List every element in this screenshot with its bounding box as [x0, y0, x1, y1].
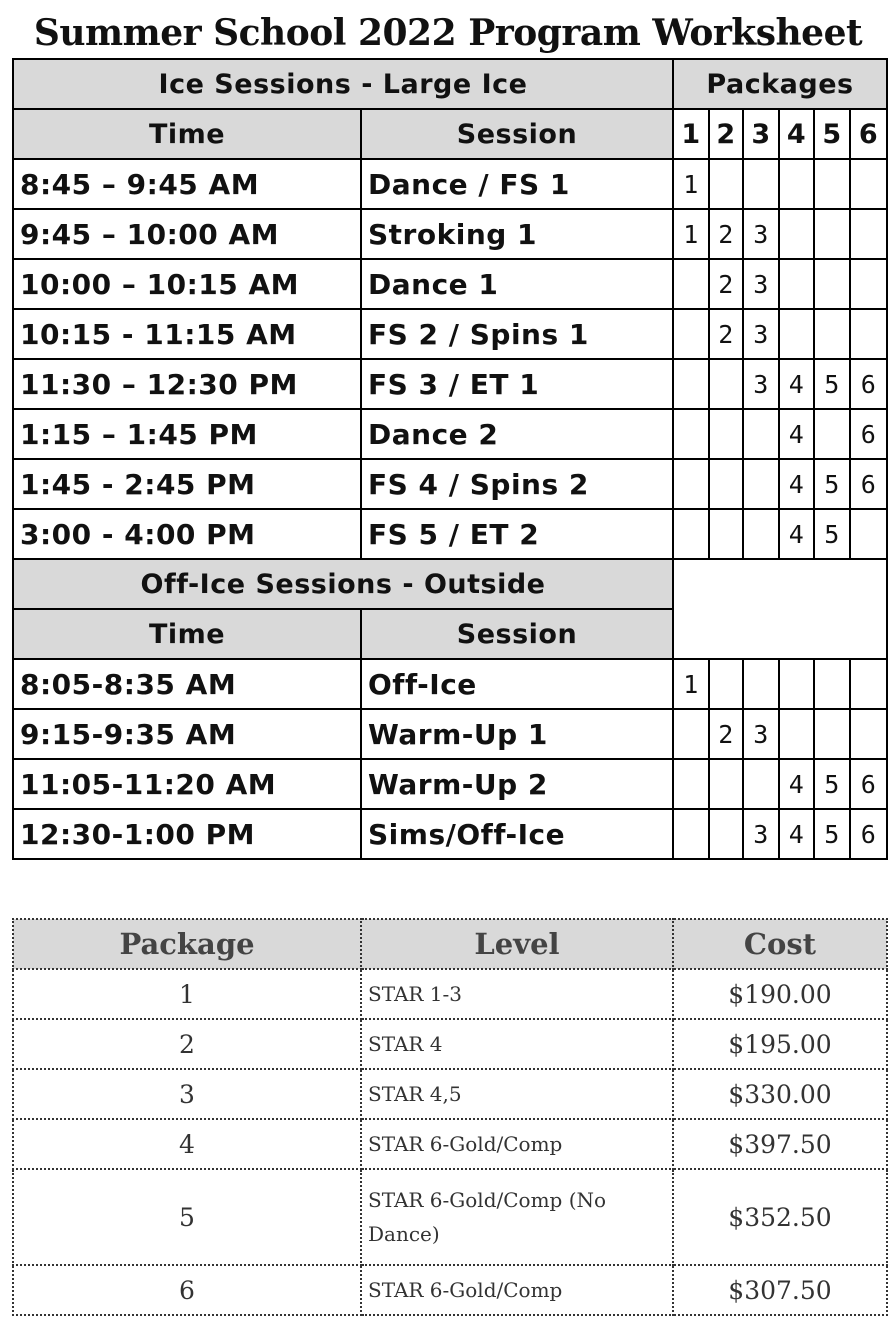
- package-mark: 2: [709, 309, 743, 359]
- package-cost: $352.50: [673, 1169, 887, 1265]
- package-mark: [709, 359, 743, 409]
- package-mark: [743, 659, 779, 709]
- package-mark: [709, 459, 743, 509]
- packages-header: Packages: [673, 59, 887, 109]
- package-mark: [743, 409, 779, 459]
- package-level: STAR 1-3: [361, 969, 673, 1019]
- off-ice-session-row: [13, 809, 887, 859]
- package-cost: $195.00: [673, 1019, 887, 1069]
- package-row: [13, 969, 887, 1019]
- session-time: 11:30 – 12:30 PM: [13, 359, 361, 409]
- package-mark: [814, 159, 850, 209]
- package-mark: [709, 159, 743, 209]
- package-mark: [673, 709, 709, 759]
- session-name: Stroking 1: [361, 209, 673, 259]
- off-ice-session-row: [13, 709, 887, 759]
- package-mark: 3: [743, 259, 779, 309]
- ice-session-row: [13, 359, 887, 409]
- package-mark: [814, 409, 850, 459]
- package-row: [13, 1265, 887, 1315]
- package-mark: [779, 209, 814, 259]
- package-cost: $330.00: [673, 1069, 887, 1119]
- package-column-header: Package: [13, 919, 361, 969]
- package-mark: [779, 709, 814, 759]
- package-mark: 1: [673, 659, 709, 709]
- ice-session-row: [13, 159, 887, 209]
- package-mark: 6: [850, 409, 887, 459]
- package-mark: [673, 409, 709, 459]
- package-mark: 4: [779, 809, 814, 859]
- package-number-header: 1: [673, 109, 709, 159]
- package-cost: $307.50: [673, 1265, 887, 1315]
- off-ice-session-row: [13, 759, 887, 809]
- package-mark: 4: [779, 359, 814, 409]
- session-name: FS 3 / ET 1: [361, 359, 673, 409]
- page-title: Summer School 2022 Program Worksheet: [33, 12, 863, 54]
- session-name: Warm-Up 2: [361, 759, 673, 809]
- package-mark: [814, 259, 850, 309]
- package-level: STAR 4,5: [361, 1069, 673, 1119]
- package-mark: [850, 209, 887, 259]
- package-mark: [850, 509, 887, 559]
- package-row: [13, 1069, 887, 1119]
- package-mark: 5: [814, 759, 850, 809]
- ice-session-row: [13, 509, 887, 559]
- package-mark: [779, 159, 814, 209]
- session-name: Off-Ice: [361, 659, 673, 709]
- session-name: Dance / FS 1: [361, 159, 673, 209]
- session-time: 8:45 – 9:45 AM: [13, 159, 361, 209]
- session-name: Dance 1: [361, 259, 673, 309]
- package-mark: 2: [709, 259, 743, 309]
- package-mark: [850, 709, 887, 759]
- session-time: 10:00 – 10:15 AM: [13, 259, 361, 309]
- package-mark: 3: [743, 359, 779, 409]
- package-mark: [709, 409, 743, 459]
- package-mark: [673, 459, 709, 509]
- package-mark: [743, 459, 779, 509]
- off-ice-section-header: Off-Ice Sessions - Outside: [13, 559, 673, 609]
- package-mark: [709, 759, 743, 809]
- package-mark: 1: [673, 209, 709, 259]
- package-number: 6: [13, 1265, 361, 1315]
- session-time: 9:45 – 10:00 AM: [13, 209, 361, 259]
- package-number-header: 2: [709, 109, 743, 159]
- package-mark: [850, 159, 887, 209]
- package-mark: [779, 659, 814, 709]
- package-mark: [673, 259, 709, 309]
- session-time: 9:15-9:35 AM: [13, 709, 361, 759]
- session-name: Warm-Up 1: [361, 709, 673, 759]
- package-mark: [779, 309, 814, 359]
- ice-session-row: [13, 209, 887, 259]
- package-mark: [779, 259, 814, 309]
- package-mark: 3: [743, 809, 779, 859]
- package-mark: 6: [850, 459, 887, 509]
- level-column-header: Level: [361, 919, 673, 969]
- ice-session-row: [13, 459, 887, 509]
- package-mark: 6: [850, 759, 887, 809]
- off-ice-blank-cell: [673, 559, 887, 659]
- schedule-table: [12, 58, 888, 860]
- cost-column-header: Cost: [673, 919, 887, 969]
- package-number-header: 3: [743, 109, 779, 159]
- session-name: FS 5 / ET 2: [361, 509, 673, 559]
- package-mark: [814, 309, 850, 359]
- package-mark: [743, 159, 779, 209]
- package-mark: 2: [709, 709, 743, 759]
- package-mark: 5: [814, 509, 850, 559]
- session-time: 11:05-11:20 AM: [13, 759, 361, 809]
- package-mark: [743, 509, 779, 559]
- package-mark: [673, 359, 709, 409]
- package-mark: [673, 509, 709, 559]
- package-level: STAR 6-Gold/Comp (No Dance): [361, 1169, 673, 1265]
- package-mark: 3: [743, 209, 779, 259]
- package-row: [13, 1019, 887, 1069]
- package-number-header: 4: [779, 109, 814, 159]
- package-mark: 5: [814, 809, 850, 859]
- package-number-header: 6: [850, 109, 887, 159]
- package-mark: [709, 659, 743, 709]
- package-mark: [814, 209, 850, 259]
- package-mark: 6: [850, 359, 887, 409]
- package-cost: $190.00: [673, 969, 887, 1019]
- package-mark: 4: [779, 459, 814, 509]
- package-mark: 3: [743, 709, 779, 759]
- package-mark: 6: [850, 809, 887, 859]
- package-level: STAR 6-Gold/Comp: [361, 1265, 673, 1315]
- session-time: 8:05-8:35 AM: [13, 659, 361, 709]
- ice-session-row: [13, 409, 887, 459]
- package-number: 5: [13, 1169, 361, 1265]
- ice-session-row: [13, 309, 887, 359]
- package-number: 2: [13, 1019, 361, 1069]
- ice-session-row: [13, 259, 887, 309]
- package-mark: [850, 659, 887, 709]
- session-time: 10:15 - 11:15 AM: [13, 309, 361, 359]
- package-row: [13, 1119, 887, 1169]
- session-time: 12:30-1:00 PM: [13, 809, 361, 859]
- ice-time-column-header: Time: [13, 109, 361, 159]
- package-mark: 5: [814, 459, 850, 509]
- package-mark: 1: [673, 159, 709, 209]
- package-number-header: 5: [814, 109, 850, 159]
- package-mark: [850, 309, 887, 359]
- session-time: 1:15 – 1:45 PM: [13, 409, 361, 459]
- package-mark: [673, 809, 709, 859]
- package-mark: [709, 809, 743, 859]
- package-mark: 4: [779, 409, 814, 459]
- package-cost: $397.50: [673, 1119, 887, 1169]
- package-number: 3: [13, 1069, 361, 1119]
- session-name: FS 2 / Spins 1: [361, 309, 673, 359]
- session-time: 1:45 - 2:45 PM: [13, 459, 361, 509]
- package-mark: 5: [814, 359, 850, 409]
- package-number: 1: [13, 969, 361, 1019]
- package-mark: [673, 759, 709, 809]
- package-level: STAR 6-Gold/Comp: [361, 1119, 673, 1169]
- ice-session-column-header: Session: [361, 109, 673, 159]
- session-name: FS 4 / Spins 2: [361, 459, 673, 509]
- package-number: 4: [13, 1119, 361, 1169]
- package-mark: 4: [779, 509, 814, 559]
- package-mark: [850, 259, 887, 309]
- package-mark: [814, 659, 850, 709]
- off-ice-session-column-header: Session: [361, 609, 673, 659]
- session-name: Dance 2: [361, 409, 673, 459]
- package-mark: [814, 709, 850, 759]
- package-mark: 3: [743, 309, 779, 359]
- ice-section-header: Ice Sessions - Large Ice: [13, 59, 673, 109]
- package-level: STAR 4: [361, 1019, 673, 1069]
- package-mark: 4: [779, 759, 814, 809]
- package-mark: [673, 309, 709, 359]
- package-mark: [743, 759, 779, 809]
- session-time: 3:00 - 4:00 PM: [13, 509, 361, 559]
- package-mark: [709, 509, 743, 559]
- package-row: [13, 1169, 887, 1265]
- package-mark: 2: [709, 209, 743, 259]
- off-ice-time-column-header: Time: [13, 609, 361, 659]
- session-name: Sims/Off-Ice: [361, 809, 673, 859]
- off-ice-session-row: [13, 659, 887, 709]
- package-cost-table: [12, 918, 888, 1316]
